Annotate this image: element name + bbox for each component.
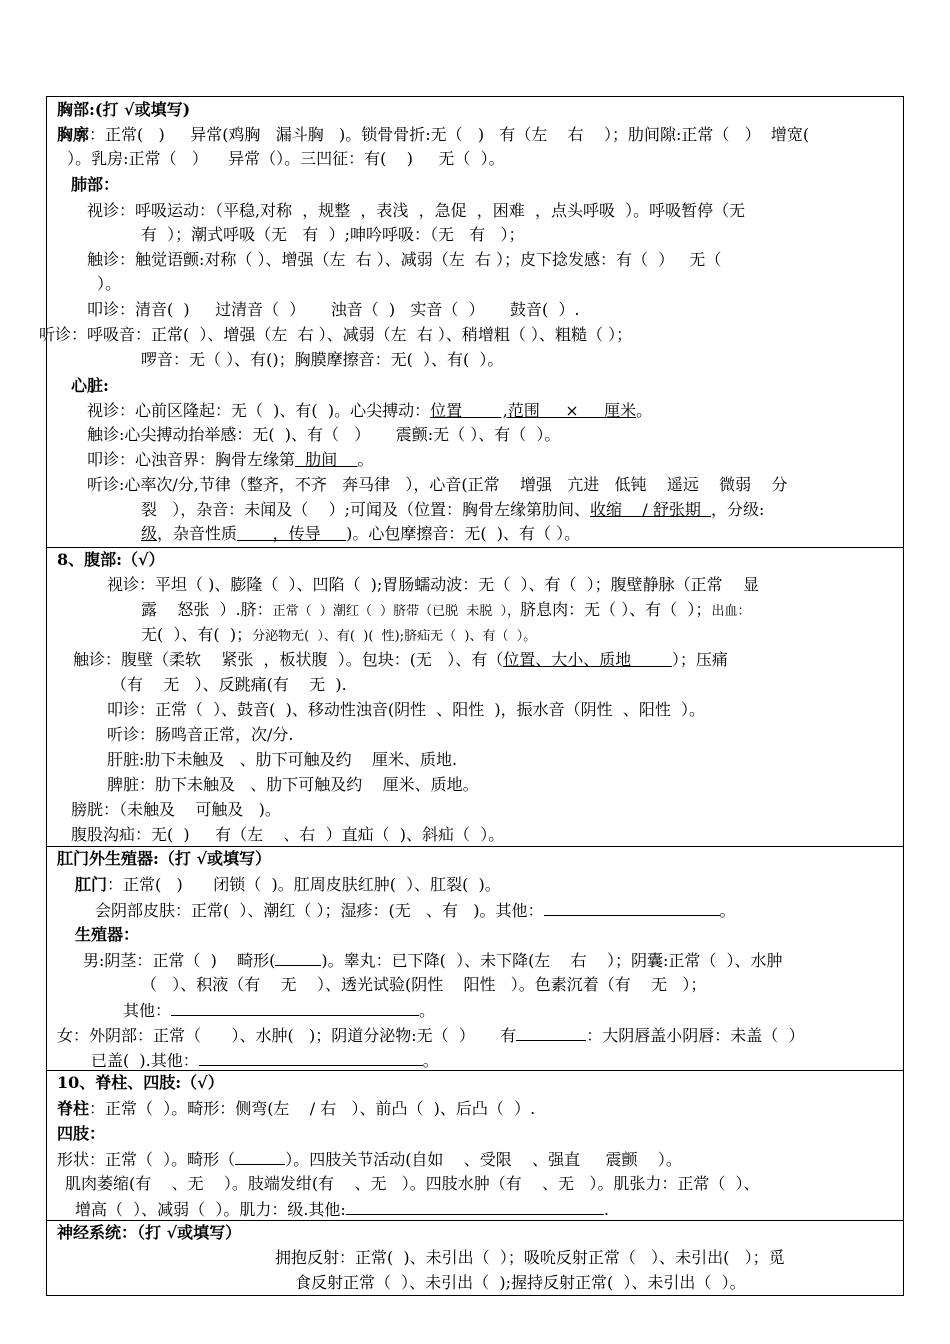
lung-line-1: 视诊：呼吸运动：（平稳,对称 ，规整 ，表浅 ，急促 ，困难 ，点头呼吸 ）。呼吸暂停（无 — [87, 201, 746, 220]
anus-line-label: 肛门 — [75, 875, 108, 894]
reflex-line-1: 拥抱反射：正常( )、未引出（ ）；吸吮反射正常（ ）、未引出( ）；觅 — [275, 1248, 785, 1267]
umbilicus-status: 正常（ ）潮红（ ）脐带（已脱 未脱 ）， — [272, 604, 521, 619]
female-other-blank[interactable] — [199, 1050, 423, 1066]
spine-title: 10、脊柱、四肢:（√） — [57, 1073, 224, 1092]
perineum-end: 。 — [719, 901, 736, 920]
murmur-phase: 收缩 / 舒张期 — [590, 500, 711, 519]
heart-line-3-end: 。 — [357, 450, 374, 469]
heart-line-6-end: )。心包摩擦音：无( )、有（ ）。 — [346, 524, 581, 543]
male-penis: 男:阴茎：正常（ ) 畸形( — [83, 951, 276, 970]
lung-line-7: 啰音：无（ ）、有()；胸膜摩擦音：无( ）、有( ）。 — [141, 350, 504, 369]
heart-line-5-text: 裂 ），杂音：未闻及（ ）;可闻及（位置：胸骨左缘第肋间、 — [141, 500, 590, 519]
spine-section — [47, 1070, 903, 1220]
genital-title: 肛门外生殖器:（打 √或填写） — [57, 849, 271, 868]
exam-form — [39, 96, 904, 1296]
abdomen-title: 8、腹部:（√） — [57, 550, 165, 569]
female-vulva: 女：外阴部：正常（ ）、水肿( )；阴道分泌物:无（ ） 有 — [57, 1026, 517, 1045]
lung-title: 肺部： — [71, 175, 120, 194]
male-other-end: 。 — [419, 1001, 436, 1020]
male-line-1 — [83, 950, 783, 970]
spine-line: 脊柱：正常（ ）。畸形：侧弯(左 / 右 ）、前凸（ )、后凸（ ）. — [57, 1099, 536, 1118]
umbilical-polyp: 脐息肉：无（ ）、有（ ）； — [520, 600, 712, 619]
labia-cover: ：大阴唇盖小阴唇：未盖（ ） — [586, 1026, 805, 1045]
chest-line-1-label: 胸廓 — [57, 125, 90, 144]
abdomen-line-2-text: 露 怒张 ）.脐： — [141, 600, 273, 619]
abdomen-section — [47, 547, 903, 846]
heart-line-5 — [141, 500, 764, 520]
joint-activity: ）。四肢关节活动(自如 、受限 、强直 震颤 ）。 — [285, 1150, 682, 1169]
nerve-title: 神经系统：（打 √或填写） — [57, 1223, 242, 1242]
muscle-strength-text: 增高（ ）、减弱（ ）。肌力：级.其他: — [75, 1200, 346, 1219]
lung-line-4: ）。 — [97, 274, 122, 293]
abdomen-line-6: 叩诊：正常（ ）、鼓音( )、移动性浊音(阴性 、阳性 )，振水音（阴性 、阳性 ）。 — [107, 700, 706, 719]
abdomen-palpation: 触诊：腹壁（柔软 紧张 ，板状腹 ）。包块：(无 ）、有（ — [73, 650, 504, 669]
murmur-grade: 级 — [141, 524, 158, 543]
heart-line-1-end: 。 — [636, 401, 653, 420]
limbs-shape-text: 形状：正常（ ）。畸形（ — [57, 1150, 236, 1169]
abdomen-line-7: 听诊：肠鸣音正常，次/分. — [107, 725, 294, 744]
limbs-title: 四肢： — [57, 1124, 106, 1143]
anus-line: 肛门：正常( ) 闭锁（ )。肛周皮肤红肿( ）、肛裂( )。 — [75, 875, 501, 894]
hernia-line: 腹股沟疝：无( ) 有（左 、右 ）直疝（ )、斜疝（ ）。 — [71, 825, 505, 844]
male-line-3 — [123, 1000, 435, 1020]
lung-line-3: 触诊：触觉语颤:对称（ ）、增强（左 右 ）、减弱（左 右 ）；皮下捻发感：有（ ） 无（ — [87, 250, 722, 269]
abdomen-line-5: （有 无 ）、反跳痛(有 无 ). — [111, 675, 347, 694]
female-other-label: 已盖( ).其他： — [91, 1051, 199, 1070]
lung-line-2: 有 ）；潮式呼吸（无 有 ）;呻吟呼吸：（无 有 ）； — [141, 225, 525, 244]
lung-line-6: 听诊：呼吸音：正常( ）、增强（左 右 ）、减弱（左 右 ）、稍增粗（ ）、粗糙（ ）； — [39, 325, 633, 344]
umbilical-bleeding: 出血： — [711, 604, 751, 619]
chest-line-1: 胸廓：正常( ) 异常(鸡胸 漏斗胸 )。锁骨骨折:无（ ) 有（左 右 ）；肋间隙:正常（ ） 增宽( — [57, 125, 810, 144]
heart-line-3-text: 叩诊：心浊音界：胸骨左缘第 — [87, 450, 296, 469]
heart-line-3 — [87, 450, 374, 470]
perineum-line — [95, 900, 736, 920]
limbs-deformity-blank[interactable] — [235, 1149, 285, 1165]
male-other-label: 其他： — [123, 1001, 172, 1020]
abdomen-line-3 — [141, 625, 536, 645]
umbilical-secretion: 分泌物无( ）、有( )( 性);脐疝无（ )、有（ ）。 — [252, 629, 537, 644]
heart-line-4: 听诊:心率次/分,节律（整齐，不齐 奔马律 ），心音(正常 增强 亢进 低钝 遥远 微弱 分 — [87, 475, 788, 494]
muscle-line: 肌肉萎缩(有 、无 ）。肢端发绀(有 、无 ）。四肢水肿（有 、无 ）。肌张力：正常（ ）、 — [65, 1174, 760, 1193]
heart-line-6 — [141, 524, 580, 544]
limbs-shape-line — [57, 1149, 682, 1169]
penis-deformity-blank[interactable] — [275, 950, 321, 966]
perineum-other-blank[interactable] — [544, 900, 720, 916]
heart-title: 心脏: — [71, 376, 109, 395]
muscle-tone-line — [75, 1199, 609, 1219]
abdomen-line-3-text: 无( ）、有( )； — [141, 625, 253, 644]
chest-line-2: ）。乳房:正常（ ） 异常（）。三凹征：有( ) 无（ ）。 — [57, 149, 505, 168]
limbs-other-blank[interactable] — [346, 1199, 604, 1215]
female-line-1 — [57, 1025, 804, 1045]
perineum-text: 会阴部皮肤：正常( ）、潮红（ ）；湿疹：(无 、有 )。其他： — [95, 901, 544, 920]
limbs-other-end: . — [603, 1200, 609, 1219]
spine-line-label: 脊柱 — [57, 1099, 90, 1118]
murmur-character: ，传导 — [237, 524, 347, 543]
heart-line-1-text: 视诊：心前区隆起：无（ )、有( )。心尖搏动： — [87, 401, 431, 420]
female-line-2 — [91, 1050, 439, 1070]
genitalia-title: 生殖器： — [75, 925, 140, 944]
chest-section — [39, 97, 903, 547]
lung-line-5: 叩诊：清音( ) 过清音（ ） 浊音（ ) 实音（ ） 鼓音( ）. — [87, 300, 580, 319]
heart-line-5-end: ，分级: — [711, 500, 765, 519]
abdomen-line-1: 视诊：平坦（ )、膨隆（ ）、凹陷（ );胃肠蠕动波：无（ ）、有（ ）；腹壁静脉（正常 显 — [107, 575, 759, 594]
heart-line-1 — [87, 401, 652, 421]
reflex-line-2: 食反射正常（ ）、未引出（ );握持反射正常( ）、未引出（ ）。 — [295, 1273, 746, 1292]
heart-line-2: 触诊:心尖搏动抬举感：无( )、有（ ） 震颤:无（ ）、有（ ）。 — [87, 425, 561, 444]
male-other-blank[interactable] — [171, 1000, 419, 1016]
nerve-section — [47, 1220, 903, 1297]
abdomen-line-4 — [73, 650, 728, 670]
tenderness: ）；压痛 — [671, 650, 728, 669]
dullness-intercostal: 肋间 — [295, 450, 358, 469]
male-line-2: （ ）、积液（有 无 ）、透光试验(阴性 阳性 ）。色素沉着（有 无 ）； — [141, 975, 707, 994]
heart-line-6-text: ，杂音性质 — [157, 524, 238, 543]
spleen-line: 脾脏：肋下未触及 、肋下可触及约 厘米、质地。 — [107, 775, 479, 794]
abdomen-line-2 — [141, 600, 750, 620]
bladder-line: 膀胱：（未触及 可触及 )。 — [71, 800, 281, 819]
male-testis: )。睾丸：已下降( ）、未下降(左 右 ）；阴囊:正常（ ）、水肿 — [321, 951, 783, 970]
genital-section — [47, 846, 903, 1070]
liver-line: 肝脏:肋下未触及 、肋下可触及约 厘米、质地. — [107, 750, 458, 769]
female-other-end: 。 — [422, 1051, 439, 1070]
vaginal-secretion-blank[interactable] — [516, 1025, 586, 1041]
apex-beat-position: 位置 ,范围 × 厘米 — [430, 401, 637, 420]
mass-description: 位置、大小、质地 — [503, 650, 672, 669]
chest-title: 胸部:(打 √或填写) — [57, 100, 191, 119]
